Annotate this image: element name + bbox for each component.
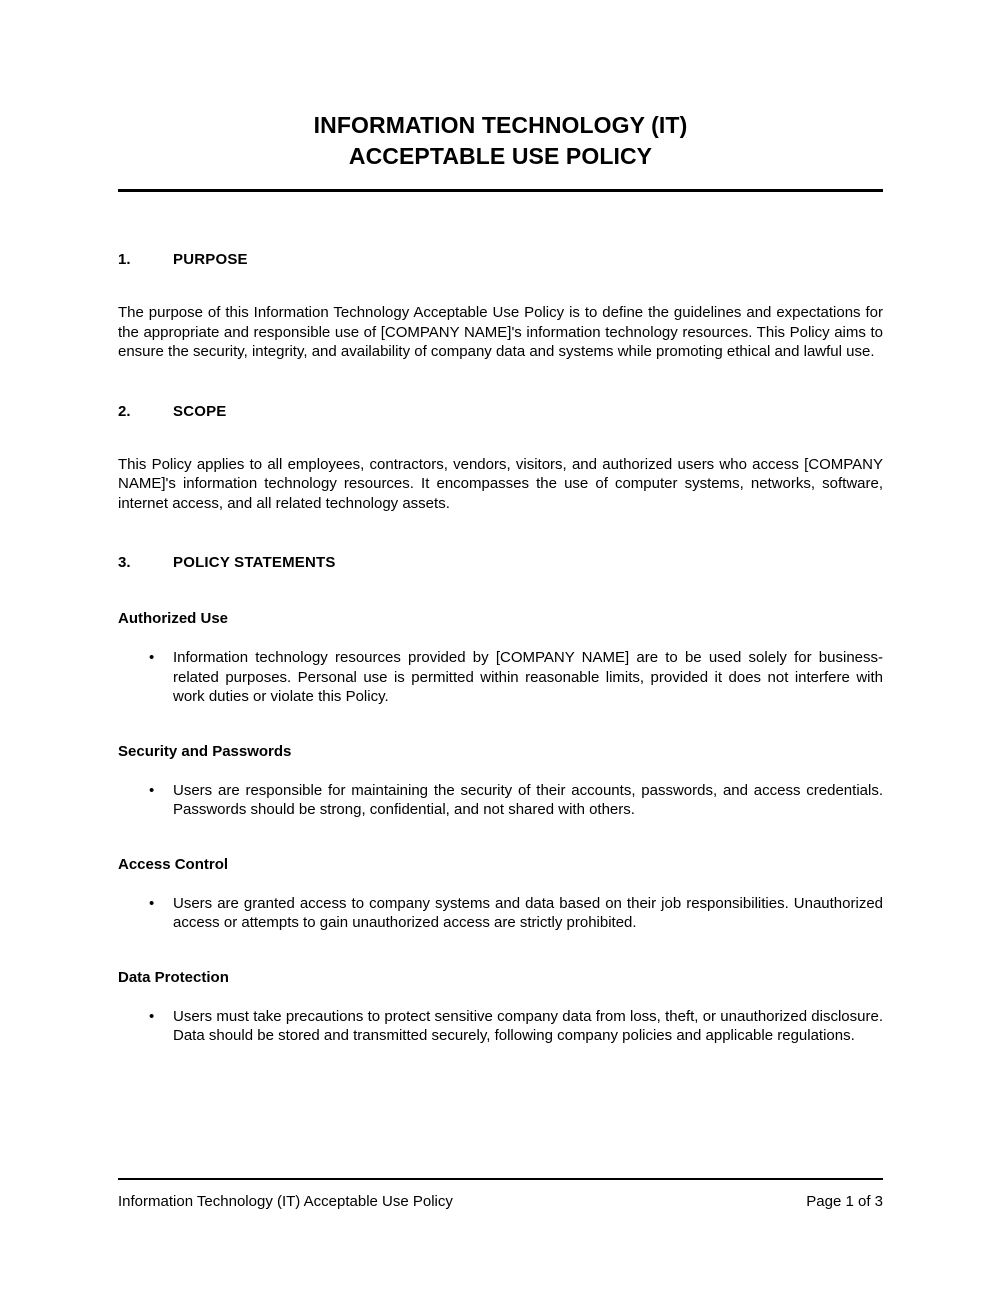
document-content [118, 0, 883, 1046]
spacer [118, 629, 883, 648]
subsection-heading-data-protection: Data Protection [118, 968, 229, 986]
spacer [118, 875, 883, 894]
list-item [118, 781, 883, 820]
spacer [118, 820, 883, 855]
footer-divider [118, 1178, 883, 1180]
subsection-heading-security-and-passwords: Security and Passwords [118, 742, 292, 760]
page-footer [118, 1178, 883, 1211]
footer-document-name: Information Technology (IT) Acceptable Use Policy [118, 1193, 453, 1210]
list-item-text: Users must take precautions to protect sensitive company data from loss, theft, or unauthorized disclosure. Data should be stored and transmitted securely, following company policies and applicable regulations. [173, 1007, 883, 1044]
spacer [118, 513, 883, 553]
list-item [118, 648, 883, 707]
bullet-icon: • [149, 894, 155, 912]
section-label: POLICY STATEMENTS [173, 554, 336, 571]
bullet-list-data-protection [118, 1007, 883, 1046]
section-number: 1. [118, 251, 131, 268]
footer-row [118, 1192, 883, 1211]
list-item-text: Information technology resources provided by [COMPANY NAME] are to be used solely for business-related purposes. Personal use is permitted within reasonable limits, provided it does not interfere with work duties or violate this Policy. [173, 649, 883, 705]
section-label: PURPOSE [173, 251, 248, 268]
spacer [118, 192, 883, 250]
page-title [118, 0, 883, 172]
section-heading-purpose [118, 250, 883, 270]
footer-page-number: Page 1 of 3 [806, 1193, 883, 1210]
spacer [118, 270, 883, 303]
spacer [118, 707, 883, 742]
bullet-icon: • [149, 1007, 155, 1025]
list-item-text: Users are responsible for maintaining the security of their accounts, passwords, and access credentials. Passwords should be strong, confidential, and not shared with others. [173, 781, 883, 818]
spacer [118, 762, 883, 781]
page-title-line-2: ACCEPTABLE USE POLICY [348, 143, 653, 169]
bullet-list-access-control [118, 894, 883, 933]
list-item [118, 894, 883, 933]
section-number: 2. [118, 402, 131, 420]
bullet-icon: • [149, 649, 155, 666]
page-title-line-1: INFORMATION TECHNOLOGY (IT) [313, 112, 688, 138]
bullet-list-security-and-passwords [118, 781, 883, 820]
section-heading-policy-statements [118, 553, 883, 573]
section-body-purpose: The purpose of this Information Technology Acceptable Use Policy is to define the guidelines and expectations for the appropriate and responsible use of [COMPANY NAME]'s information technology resources. This Policy aims to ensure the security, integrity, and availability of company data and systems while promoting ethical and lawful use. [118, 304, 883, 360]
section-body-scope: This Policy applies to all employees, contractors, vendors, visitors, and authorized users who access [COMPANY NAME]'s information technology resources. It encompasses the use of computer systems, networks, software, internet access, and all related technology assets. [118, 455, 883, 512]
subsection-heading-authorized-use: Authorized Use [118, 610, 229, 627]
subsection-heading-access-control: Access Control [118, 855, 229, 873]
list-item [118, 1007, 883, 1046]
list-item-text: Users are granted access to company systems and data based on their job responsibilities. Unauthorized access or attempts to gain unauthorized access are strictly prohibited. [173, 894, 883, 931]
spacer [118, 422, 883, 455]
section-number: 3. [118, 554, 131, 571]
spacer [118, 933, 883, 968]
spacer [118, 573, 883, 609]
bullet-icon: • [149, 781, 155, 799]
spacer [118, 362, 883, 402]
bullet-list-authorized-use [118, 648, 883, 707]
spacer [118, 988, 883, 1007]
section-heading-scope [118, 402, 883, 422]
section-label: SCOPE [173, 402, 227, 420]
